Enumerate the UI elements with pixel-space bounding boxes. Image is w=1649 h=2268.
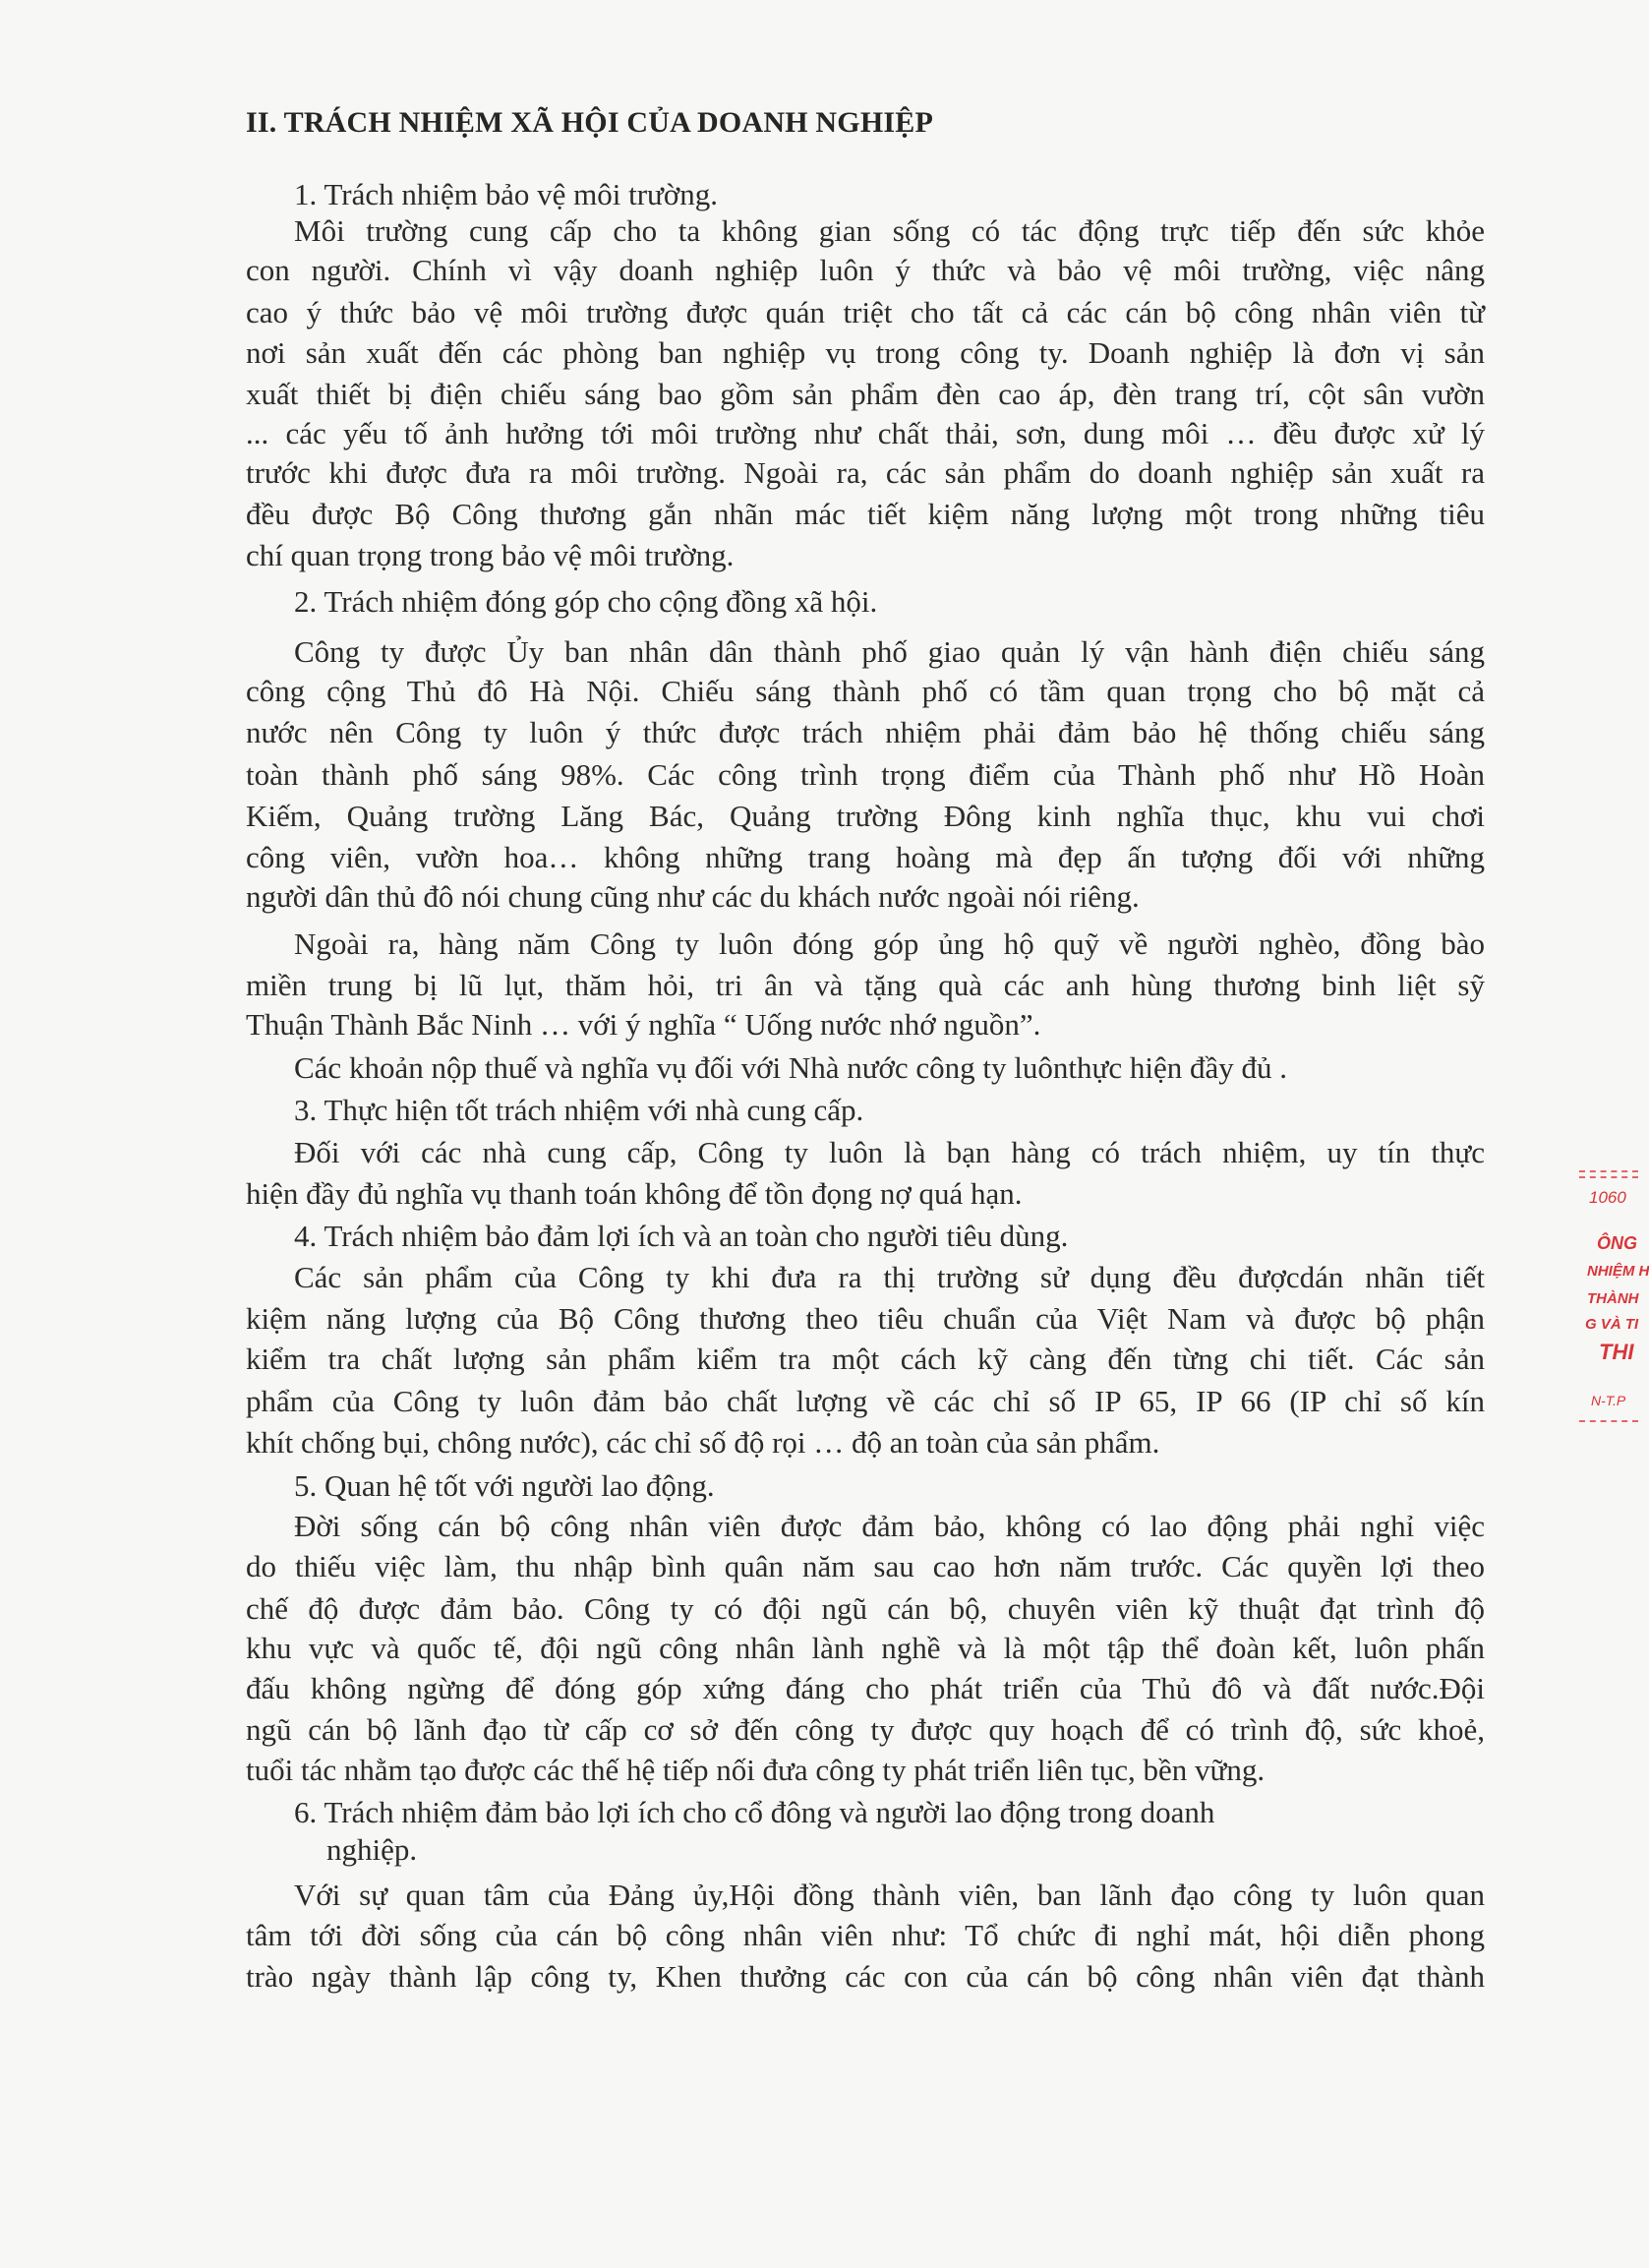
text-line: đều được Bộ Công thương gắn nhãn mác tiết kiệm năng lượng một trong những tiêu — [246, 497, 1485, 531]
text-line: Với sự quan tâm của Đảng ủy,Hội đồng thành viên, ban lãnh đạo công ty luôn quan — [294, 1878, 1485, 1912]
text-line: tâm tới đời sống của cán bộ công nhân viên như: Tổ chức đi nghỉ mát, hội diễn phong — [246, 1918, 1485, 1952]
stamp-text: ÔNG — [1597, 1233, 1638, 1253]
text-line: xuất thiết bị điện chiếu sáng bao gồm sản phẩm đèn cao áp, đèn trang trí, cột sân vườn — [246, 377, 1485, 411]
red-seal-stamp — [1571, 1168, 1649, 1454]
text-line: trước khi được đưa ra môi trường. Ngoài ra, các sản phẩm do doanh nghiệp sản xuất ra — [246, 455, 1485, 490]
text-line: kiểm tra chất lượng sản phẩm kiểm tra một cách kỹ càng đến từng chi tiết. Các sản — [246, 1342, 1485, 1376]
text-line: 5. Quan hệ tốt với người lao động. — [294, 1468, 715, 1503]
stamp-text: THÀNH — [1587, 1290, 1639, 1307]
text-line: miền trung bị lũ lụt, thăm hỏi, tri ân và tặng quà các anh hùng thương binh liệt sỹ — [246, 968, 1485, 1002]
text-line: nước nên Công ty luôn ý thức được trách nhiệm phải đảm bảo hệ thống chiếu sáng — [246, 715, 1485, 749]
text-line: ... các yếu tố ảnh hưởng tới môi trường như chất thải, sơn, dung môi … đều được xử lý — [246, 416, 1485, 450]
stamp-text: G VÀ TI — [1585, 1316, 1639, 1333]
text-line: do thiếu việc làm, thu nhập bình quân năm sau cao hơn năm trước. Các quyền lợi theo — [246, 1549, 1485, 1583]
text-line: Các sản phẩm của Công ty khi đưa ra thị trường sử dụng đều đượcdán nhãn tiết — [294, 1260, 1485, 1294]
text-line: 1. Trách nhiệm bảo vệ môi trường. — [294, 177, 718, 211]
text-line: nơi sản xuất đến các phòng ban nghiệp vụ trong công ty. Doanh nghiệp là đơn vị sản — [246, 335, 1485, 370]
stamp-text: 1060 — [1589, 1188, 1626, 1207]
text-line: Môi trường cung cấp cho ta không gian sống có tác động trực tiếp đến sức khỏe — [294, 213, 1485, 248]
text-line: chí quan trọng trong bảo vệ môi trường. — [246, 538, 735, 572]
text-line: đấu không ngừng để đóng góp xứng đáng cho phát triển của Thủ đô và đất nước.Đội — [246, 1671, 1485, 1705]
text-line: công cộng Thủ đô Hà Nội. Chiếu sáng thành phố có tầm quan trọng cho bộ mặt cả — [246, 674, 1485, 708]
text-line: phẩm của Công ty luôn đảm bảo chất lượng về các chỉ số IP 65, IP 66 (IP chỉ số kín — [246, 1384, 1485, 1418]
section-heading: II. TRÁCH NHIỆM XÃ HỘI CỦA DOANH NGHIỆP — [246, 106, 933, 139]
text-line: 2. Trách nhiệm đóng góp cho cộng đồng xã hội. — [294, 584, 878, 619]
text-line: trào ngày thành lập công ty, Khen thưởng các con của cán bộ công nhân viên đạt thành — [246, 1959, 1485, 1994]
text-line: Kiếm, Quảng trường Lăng Bác, Quảng trường Đông kinh nghĩa thục, khu vui chơi — [246, 799, 1485, 833]
stamp-text: N-T.P — [1591, 1393, 1626, 1408]
text-line: ngũ cán bộ lãnh đạo từ cấp cơ sở đến công ty được quy hoạch để có trình độ, sức khoẻ, — [246, 1712, 1485, 1747]
stamp-text: NHIỆM H — [1587, 1263, 1649, 1280]
text-line: công viên, vườn hoa… không những trang hoàng mà đẹp ấn tượng đối với những — [246, 840, 1485, 874]
text-line: 6. Trách nhiệm đảm bảo lợi ích cho cổ đông và người lao động trong doanh — [294, 1795, 1215, 1829]
text-line: Thuận Thành Bắc Ninh … với ý nghĩa “ Uống nước nhớ nguồn”. — [246, 1007, 1041, 1042]
text-line: người dân thủ đô nói chung cũng như các du khách nước ngoài nói riêng. — [246, 879, 1140, 914]
text-line: con người. Chính vì vậy doanh nghiệp luôn ý thức và bảo vệ môi trường, việc nâng — [246, 253, 1485, 287]
text-line: toàn thành phố sáng 98%. Các công trình trọng điểm của Thành phố như Hồ Hoàn — [246, 757, 1485, 792]
text-line: hiện đầy đủ nghĩa vụ thanh toán không để tồn đọng nợ quá hạn. — [246, 1176, 1023, 1211]
text-line: Công ty được Ủy ban nhân dân thành phố giao quản lý vận hành điện chiếu sáng — [294, 634, 1485, 669]
text-line: Các khoản nộp thuế và nghĩa vụ đối với Nhà nước công ty luônthực hiện đầy đủ . — [294, 1050, 1287, 1085]
text-line: 3. Thực hiện tốt trách nhiệm với nhà cung cấp. — [294, 1093, 864, 1127]
text-line: kiệm năng lượng của Bộ Công thương theo tiêu chuẩn của Việt Nam và được bộ phận — [246, 1301, 1485, 1336]
text-line: chế độ được đảm bảo. Công ty có đội ngũ cán bộ, chuyên viên kỹ thuật đạt trình độ — [246, 1591, 1485, 1626]
text-line: 4. Trách nhiệm bảo đảm lợi ích và an toàn cho người tiêu dùng. — [294, 1219, 1069, 1253]
text-line: khít chống bụi, chông nước), các chỉ số độ rọi … độ an toàn của sản phẩm. — [246, 1425, 1160, 1460]
text-line: Đối với các nhà cung cấp, Công ty luôn là bạn hàng có trách nhiệm, uy tín thực — [294, 1135, 1485, 1169]
text-line: Đời sống cán bộ công nhân viên được đảm bảo, không có lao động phải nghỉ việc — [294, 1509, 1485, 1543]
text-line: cao ý thức bảo vệ môi trường được quán triệt cho tất cả các cán bộ công nhân viên từ — [246, 295, 1485, 329]
stamp-text: THI — [1599, 1340, 1634, 1364]
text-line: khu vực và quốc tế, đội ngũ công nhân lành nghề và là một tập thể đoàn kết, luôn phấn — [246, 1631, 1485, 1665]
text-line: tuổi tác nhằm tạo được các thế hệ tiếp nối đưa công ty phát triển liên tục, bền vững. — [246, 1753, 1266, 1787]
text-line: Ngoài ra, hàng năm Công ty luôn đóng góp ủng hộ quỹ về người nghèo, đồng bào — [294, 926, 1485, 961]
text-line: nghiệp. — [326, 1832, 418, 1867]
